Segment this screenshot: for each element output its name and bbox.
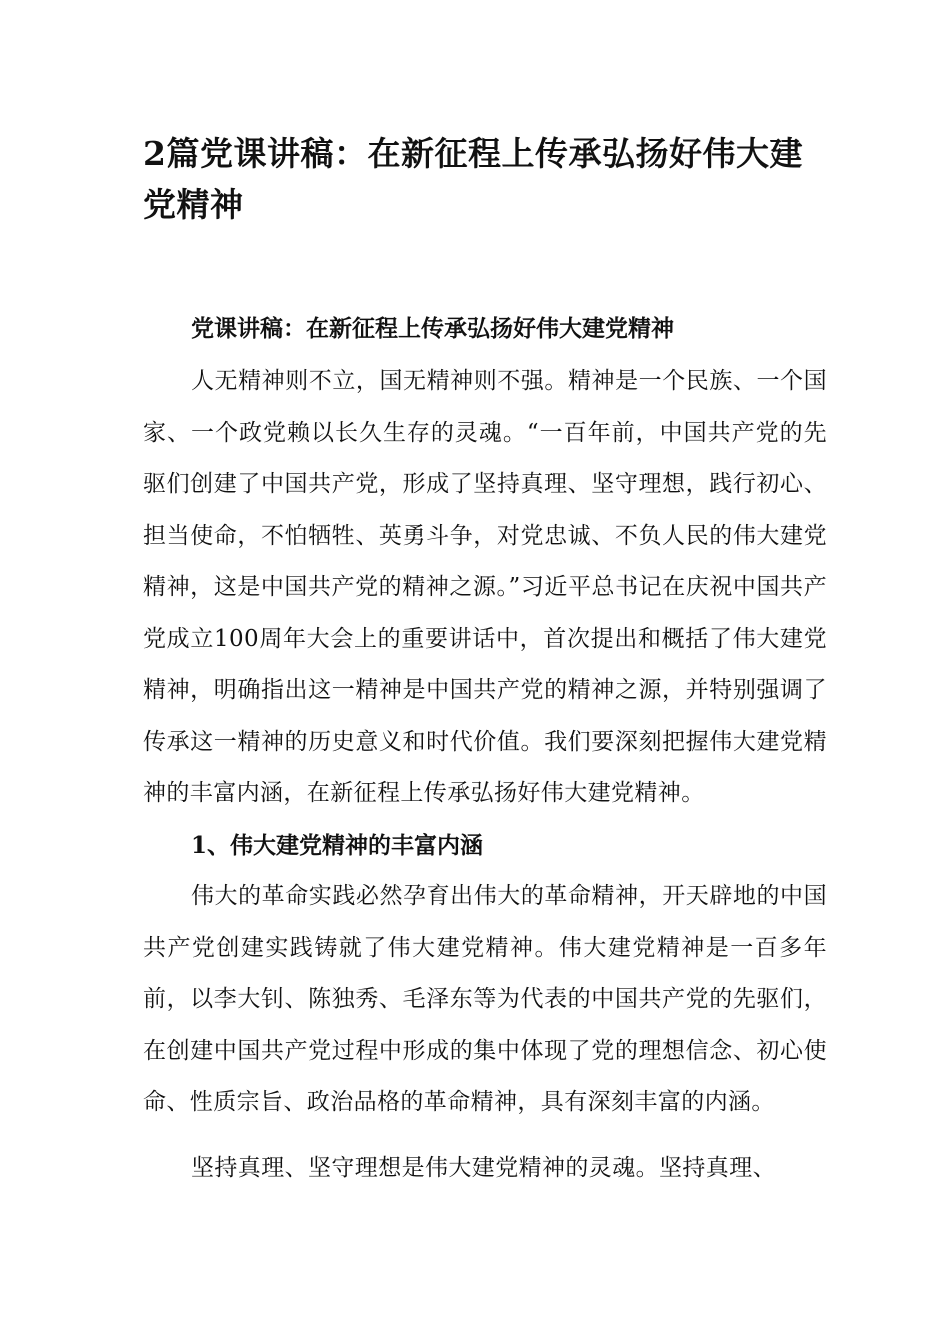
- paragraph-3: 坚持真理、坚守理想是伟大建党精神的灵魂。坚持真理、: [191, 1154, 776, 1181]
- document-subtitle: 党课讲稿：在新征程上传承弘扬好伟大建党精神: [191, 315, 674, 342]
- document-title: 2篇党课讲稿：在新征程上传承弘扬好伟大建党精神: [143, 134, 803, 224]
- section-heading-1: 1、伟大建党精神的丰富内涵: [191, 831, 484, 859]
- paragraph-1: 人无精神则不立，国无精神则不强。精神是一个民族、一个国家、一个政党赖以长久生存的灵魂。“一百年前，中国共产党的先驱们创建了中国共产党，形成了坚持真理、坚守理想，践行初心、担当使命，不怕牺牲、英勇斗争，对党忠诚、不负人民的伟大建党精神，这是中国共产党的精神之源。”习近平总书记在庆祝中国共产党成立100周年大会上的重要讲话中，首次提出和概括了伟大建党精神，明确指出这一精神是中国共产党的精神之源，并特别强调了传承这一精神的历史意义和时代价值。我们要深刻把握伟大建党精神的丰富内涵，在新征程上传承弘扬好伟大建党精神。: [143, 368, 827, 806]
- document-page: [143, 128, 827, 1194]
- paragraph-2: 伟大的革命实践必然孕育出伟大的革命精神，开天辟地的中国共产党创建实践铸就了伟大建党精神。伟大建党精神是一百多年前，以李大钊、陈独秀、毛泽东等为代表的中国共产党的先驱们，在创建中国共产党过程中形成的集中体现了党的理想信念、初心使命、性质宗旨、政治品格的革命精神，具有深刻丰富的内涵。: [143, 883, 827, 1115]
